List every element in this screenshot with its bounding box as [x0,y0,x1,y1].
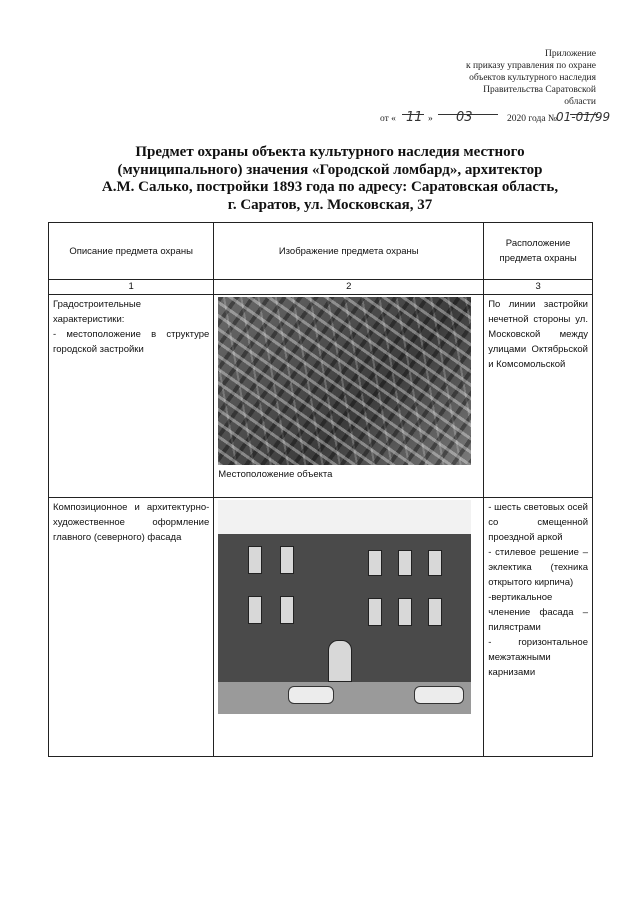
order-number: 01-01/99 [556,110,611,124]
description-body: - местоположение в структуре городской застройки [53,329,210,355]
location-cell [484,498,593,757]
appendix-line: области [564,97,596,107]
order-prefix: от « [380,114,396,124]
title-line: г. Саратов, ул. Московская, 37 [227,196,433,213]
appendix-note [456,48,596,108]
description-cell [49,295,214,498]
image-caption: Местоположение объекта [218,469,333,480]
title-line: (муниципального) значения «Городской ломбард», архитектор [117,161,543,178]
title-line: Предмет охраны объекта культурного наследия местного [135,144,525,160]
aerial-map-image [218,297,471,465]
appendix-line: объектов культурного наследия [469,73,596,83]
order-mid: » [428,114,433,124]
column-number: 1 [49,280,214,295]
order-date-line [380,110,611,130]
document-title [80,144,580,214]
appendix-line: к приказу управления по охране [465,61,596,71]
column-number-row [49,280,593,295]
column-number: 3 [484,280,593,295]
header-location: Расположение предмета охраны [484,223,593,280]
building-facade-image [218,500,471,714]
order-month: 03 [456,110,473,125]
location-item: - стилевое решение –эклектика (техника открытого кирпича) [488,547,588,588]
column-number: 2 [214,280,484,295]
header-row [49,223,593,280]
location-item: -вертикальное членение фасада – пилястрами [488,592,588,633]
appendix-line: Приложение [545,49,596,59]
description-cell [49,498,214,757]
header-image: Изображение предмета охраны [214,223,484,280]
description-title: Градостроительные характеристики: [53,299,142,325]
image-cell [214,295,484,498]
table-row [49,498,593,757]
image-cell [214,498,484,757]
protection-table [48,222,593,757]
order-day: 11 [406,110,423,125]
description-title: Композиционное и архитектурно-художественное оформление главного (северного) фасада [53,502,210,543]
location-item: - горизонтальное межэтажными карнизами [488,637,588,678]
title-line: А.М. Салько, постройки 1893 года по адресу: Саратовская область, [101,179,559,195]
appendix-line: Правительства Саратовской [483,85,596,95]
table-row [49,295,593,498]
location-item: - шесть световых осей со смещенной проездной аркой [488,502,588,543]
order-year-text: 2020 года № [507,114,558,124]
location-cell: По линии застройки нечетной стороны ул. Московской между улицами Октябрьской и Комсомольской [484,295,593,498]
header-description: Описание предмета охраны [49,223,214,280]
